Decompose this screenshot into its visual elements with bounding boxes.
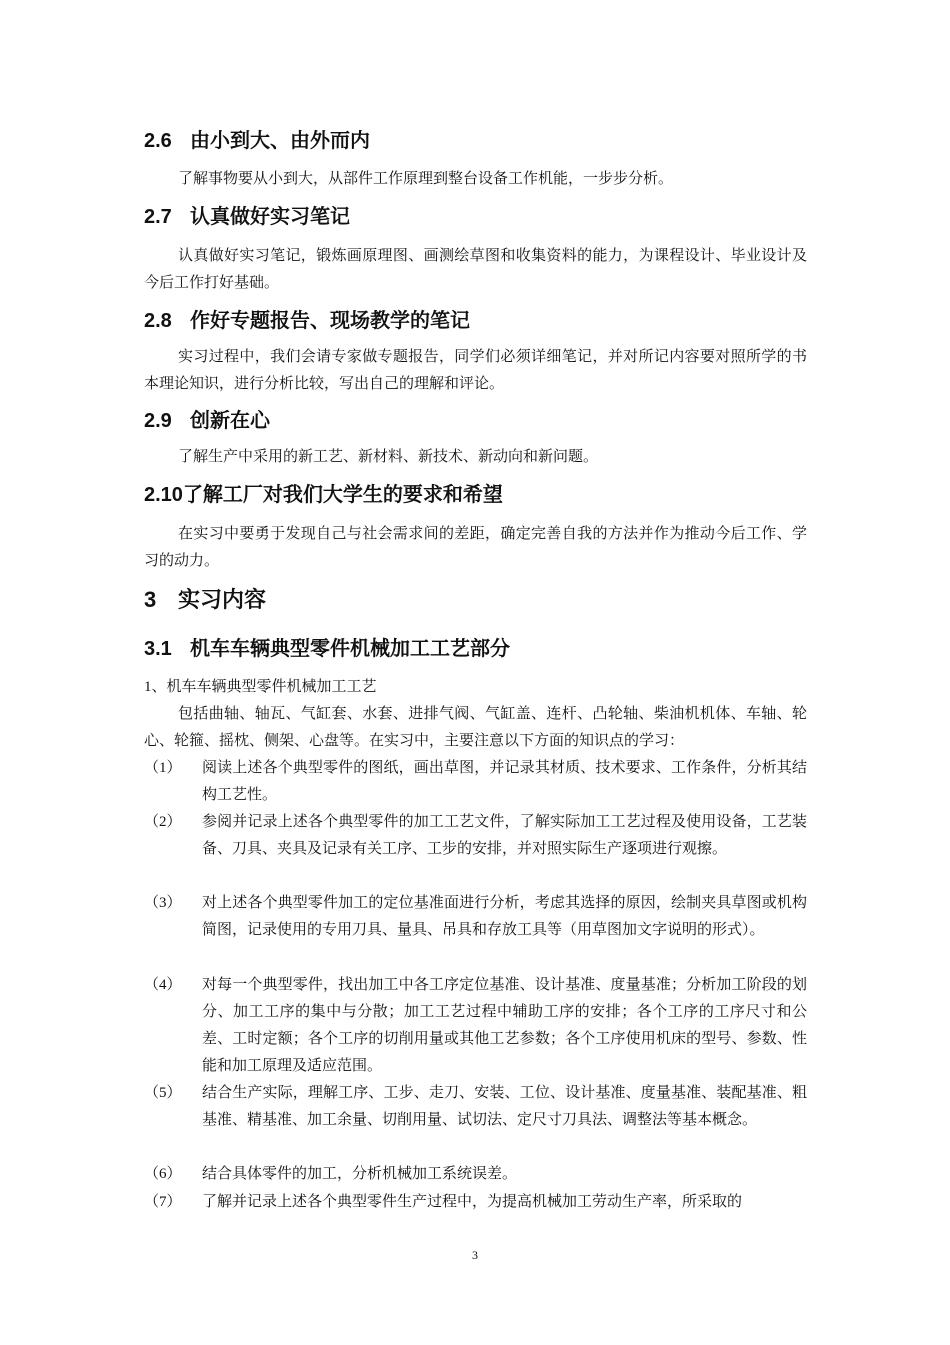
section-heading-3-1 (144, 636, 510, 662)
section-title: 机车车辆典型零件机械加工工艺部分 (190, 638, 510, 660)
section-body-2-10: 在实习中要勇于发现自己与社会需求间的差距，确定完善自我的方法并作为推动今后工作、学习的动力。 (144, 526, 807, 569)
section-body-2-7: 认真做好实习笔记，锻炼画原理图、画测绘草图和收集资料的能力，为课程设计、毕业设计及今后工作打好基础。 (144, 248, 807, 291)
section-heading-2-6 (144, 128, 370, 154)
list-item-text: 了解并记录上述各个典型零件生产过程中，为提高机械加工劳动生产率，所采取的 (202, 1194, 743, 1210)
section-title: 了解工厂对我们大学生的要求和希望 (182, 484, 503, 506)
section-number: 3 (144, 587, 157, 612)
section-body-2-6: 了解事物要从小到大，从部件工作原理到整台设备工作机能，一步步分析。 (178, 171, 674, 187)
section-number: 2.9 (144, 410, 172, 432)
section-heading-2-8 (144, 308, 470, 334)
list-item-text: 对每一个典型零件，找出加工中各工序定位基准、设计基准、度量基准；分析加工阶段的划分、加工工序的集中与分散；加工工艺过程中辅助工序的安排；各个工序的工序尺寸和公差、工时定额；各个工序的切削用量或其他工艺参数；各个工序使用机床的型号、参数、性能和加工原理及适应范围。 (202, 977, 807, 1074)
list-item (144, 972, 807, 1080)
section-title: 创新在心 (190, 410, 270, 432)
list-item-text: 结合具体零件的加工，分析机械加工系统误差。 (202, 1166, 518, 1182)
list-item-number: （5） (144, 1085, 182, 1101)
section-heading-2-7 (144, 204, 350, 230)
list-item-text: 对上述各个典型零件加工的定位基准面进行分析，考虑其选择的原因，绘制夹具草图或机构简图，记录使用的专用刀具、量具、吊具和存放工具等（用草图加文字说明的形式）。 (202, 895, 807, 938)
list-item-number: （6） (144, 1166, 182, 1182)
section-body-2-9: 了解生产中采用的新工艺、新材料、新技术、新动向和新问题。 (178, 449, 599, 465)
section-heading-2-10 (144, 482, 503, 508)
section-title: 认真做好实习笔记 (190, 206, 350, 228)
list-item-number: （2） (144, 814, 182, 830)
section-title: 由小到大、由外而内 (190, 130, 370, 152)
subheading: 1、机车车辆典型零件机械加工工艺 (144, 679, 377, 695)
section-title: 实习内容 (178, 587, 267, 612)
section-heading-2-9 (144, 408, 270, 434)
section-number: 3.1 (144, 638, 172, 660)
list-item-text: 参阅并记录上述各个典型零件的加工工艺文件，了解实际加工工艺过程及使用设备，工艺装备、刀具、夹具及记录有关工序、工步的安排，并对照实际生产逐项进行观擦。 (202, 814, 807, 857)
list-item-text: 阅读上述各个典型零件的图纸，画出草图，并记录其材质、技术要求、工作条件，分析其结构工艺性。 (202, 760, 807, 803)
list-item (144, 809, 807, 863)
section-number: 2.10 (144, 484, 183, 506)
list-item (144, 755, 807, 809)
section-number: 2.6 (144, 130, 172, 152)
section-title: 作好专题报告、现场教学的笔记 (190, 310, 470, 332)
section-number: 2.7 (144, 206, 172, 228)
list-item (144, 1080, 807, 1134)
list-item (144, 890, 807, 944)
list-item-number: （3） (144, 895, 182, 911)
list-item-number: （4） (144, 977, 182, 993)
section-intro-3-1: 包括曲轴、轴瓦、气缸套、水套、进排气阀、气缸盖、连杆、凸轮轴、柴油机机体、车轴、轮心、轮箍、摇枕、侧架、心盘等。在实习中，主要注意以下方面的知识点的学习： (144, 706, 807, 749)
list-item (144, 1189, 807, 1216)
section-body-2-8: 实习过程中，我们会请专家做专题报告，同学们必须详细笔记，并对所记内容要对照所学的书本理论知识，进行分析比较，写出自己的理解和评论。 (144, 349, 807, 392)
chapter-heading-3 (144, 586, 266, 614)
list-item-number: （1） (144, 760, 182, 776)
list-item-text: 结合生产实际，理解工序、工步、走刀、安装、工位、设计基准、度量基准、装配基准、粗基准、精基准、加工余量、切削用量、试切法、定尺寸刀具法、调整法等基本概念。 (202, 1085, 807, 1128)
list-item (144, 1161, 807, 1188)
list-item-number: （7） (144, 1194, 182, 1210)
page-number: 3 (472, 1248, 478, 1262)
section-number: 2.8 (144, 310, 172, 332)
